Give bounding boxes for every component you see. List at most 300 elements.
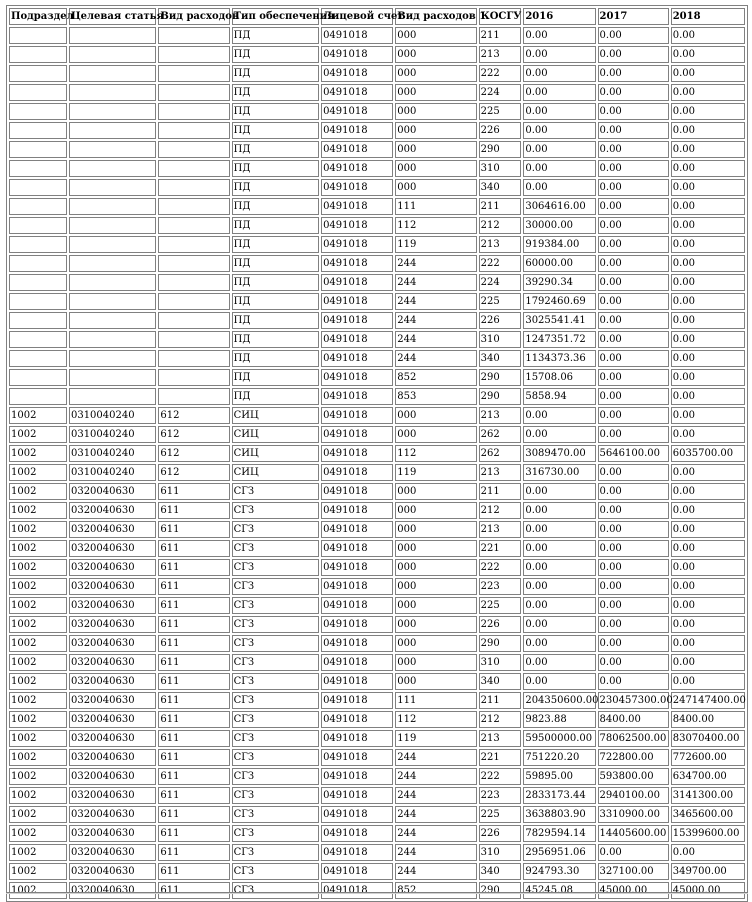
col-header-expense-type: Вид расходов [158, 8, 229, 25]
cell-provision-type: ПД [232, 84, 319, 101]
cell-target-item: 0320040630 [69, 844, 156, 861]
cell-subsection: 1002 [9, 578, 67, 595]
cell-account: 0491018 [321, 293, 393, 310]
cell-2017: 14405600.00 [598, 825, 669, 842]
cell-subsection [9, 217, 67, 234]
cell-2016: 1792460.69 [523, 293, 595, 310]
cell-2016: 39290.34 [523, 274, 595, 291]
cell-expense-type-1: 000 [395, 616, 476, 633]
cell-subsection: 1002 [9, 749, 67, 766]
cell-provision-type: СГЗ [232, 692, 319, 709]
cell-provision-type: ПД [232, 103, 319, 120]
cell-kosgu: 212 [479, 502, 522, 519]
cell-2017: 0.00 [598, 407, 669, 424]
cell-kosgu: 290 [479, 369, 522, 386]
cell-2018: 634700.00 [671, 768, 745, 785]
cell-target-item: 0320040630 [69, 825, 156, 842]
cell-account: 0491018 [321, 217, 393, 234]
cell-expense-type [158, 217, 229, 234]
table-row [9, 103, 745, 120]
table-row [9, 730, 745, 747]
cell-expense-type [158, 46, 229, 63]
cell-2018: 0.00 [671, 160, 745, 177]
cell-kosgu: 211 [479, 692, 522, 709]
cell-expense-type [158, 255, 229, 272]
cell-kosgu: 340 [479, 673, 522, 690]
cell-target-item [69, 198, 156, 215]
cell-target-item [69, 350, 156, 367]
cell-subsection: 1002 [9, 654, 67, 671]
cell-2018: 0.00 [671, 559, 745, 576]
cell-account: 0491018 [321, 806, 393, 823]
cell-2018: 0.00 [671, 141, 745, 158]
cell-kosgu: 213 [479, 521, 522, 538]
cell-2017: 0.00 [598, 274, 669, 291]
cell-expense-type [158, 350, 229, 367]
cell-2017: 0.00 [598, 502, 669, 519]
cell-account: 0491018 [321, 882, 393, 899]
cell-kosgu: 310 [479, 844, 522, 861]
table-row [9, 692, 745, 709]
cell-2017: 0.00 [598, 84, 669, 101]
cell-expense-type-1: 244 [395, 274, 476, 291]
cell-account: 0491018 [321, 426, 393, 443]
cell-2017: 0.00 [598, 559, 669, 576]
cell-2018: 0.00 [671, 331, 745, 348]
budget-table [6, 5, 748, 902]
cell-subsection: 1002 [9, 426, 67, 443]
cell-account: 0491018 [321, 692, 393, 709]
cell-2016: 0.00 [523, 559, 595, 576]
table-row [9, 597, 745, 614]
cell-account: 0491018 [321, 255, 393, 272]
cell-kosgu: 213 [479, 730, 522, 747]
cell-expense-type: 611 [158, 749, 229, 766]
cell-expense-type-1: 000 [395, 521, 476, 538]
cell-target-item: 0320040630 [69, 806, 156, 823]
cell-expense-type-1: 112 [395, 445, 476, 462]
cell-expense-type-1: 000 [395, 65, 476, 82]
cell-2016: 0.00 [523, 597, 595, 614]
cell-expense-type: 611 [158, 521, 229, 538]
cell-2017: 0.00 [598, 350, 669, 367]
table-row [9, 27, 745, 44]
cell-provision-type: СГЗ [232, 654, 319, 671]
cell-provision-type: ПД [232, 46, 319, 63]
cell-account: 0491018 [321, 597, 393, 614]
cell-2018: 0.00 [671, 578, 745, 595]
cell-kosgu: 222 [479, 65, 522, 82]
cell-2017: 0.00 [598, 179, 669, 196]
cell-subsection [9, 350, 67, 367]
table-row [9, 578, 745, 595]
cell-subsection: 1002 [9, 597, 67, 614]
cell-target-item [69, 179, 156, 196]
cell-target-item [69, 122, 156, 139]
table-row [9, 559, 745, 576]
cell-expense-type-1: 000 [395, 597, 476, 614]
cell-subsection [9, 65, 67, 82]
cell-kosgu: 226 [479, 122, 522, 139]
table-row [9, 749, 745, 766]
cell-expense-type: 611 [158, 483, 229, 500]
cell-expense-type-1: 119 [395, 236, 476, 253]
cell-kosgu: 212 [479, 711, 522, 728]
cell-target-item [69, 217, 156, 234]
cell-expense-type-1: 000 [395, 540, 476, 557]
cell-expense-type-1: 244 [395, 331, 476, 348]
table-row [9, 673, 745, 690]
cell-account: 0491018 [321, 388, 393, 405]
cell-subsection: 1002 [9, 806, 67, 823]
cell-expense-type: 611 [158, 711, 229, 728]
cell-2017: 45000.00 [598, 882, 669, 899]
cell-target-item: 0320040630 [69, 654, 156, 671]
cell-account: 0491018 [321, 502, 393, 519]
cell-provision-type: СИЦ [232, 445, 319, 462]
cell-2018: 3465600.00 [671, 806, 745, 823]
table-row [9, 350, 745, 367]
cell-2017: 2940100.00 [598, 787, 669, 804]
table-row [9, 502, 745, 519]
cell-target-item [69, 388, 156, 405]
cell-2016: 0.00 [523, 673, 595, 690]
cell-provision-type: ПД [232, 198, 319, 215]
cell-2017: 0.00 [598, 293, 669, 310]
cell-2016: 751220.20 [523, 749, 595, 766]
table-row [9, 255, 745, 272]
cell-subsection [9, 236, 67, 253]
cell-kosgu: 225 [479, 806, 522, 823]
cell-expense-type-1: 112 [395, 711, 476, 728]
cell-expense-type: 611 [158, 844, 229, 861]
cell-2018: 8400.00 [671, 711, 745, 728]
cell-kosgu: 211 [479, 27, 522, 44]
col-header-subsection: Подраздел [9, 8, 67, 25]
cell-2017: 0.00 [598, 255, 669, 272]
cell-2017: 0.00 [598, 483, 669, 500]
cell-subsection [9, 312, 67, 329]
cell-target-item: 0320040630 [69, 882, 156, 899]
cell-expense-type-1: 853 [395, 388, 476, 405]
cell-expense-type: 611 [158, 673, 229, 690]
cell-2017: 0.00 [598, 369, 669, 386]
cell-2018: 83070400.00 [671, 730, 745, 747]
table-row [9, 293, 745, 310]
cell-expense-type: 612 [158, 426, 229, 443]
cell-expense-type: 611 [158, 559, 229, 576]
cell-subsection: 1002 [9, 692, 67, 709]
table-row [9, 426, 745, 443]
cell-expense-type-1: 000 [395, 103, 476, 120]
table-row [9, 787, 745, 804]
cell-kosgu: 262 [479, 426, 522, 443]
cell-account: 0491018 [321, 483, 393, 500]
cell-2018: 0.00 [671, 350, 745, 367]
cell-2016: 60000.00 [523, 255, 595, 272]
table-row [9, 160, 745, 177]
cell-2017: 3310900.00 [598, 806, 669, 823]
cell-2016: 0.00 [523, 103, 595, 120]
table-row [9, 388, 745, 405]
cell-subsection [9, 141, 67, 158]
cell-2018: 0.00 [671, 274, 745, 291]
cell-account: 0491018 [321, 559, 393, 576]
cell-2018: 349700.00 [671, 863, 745, 880]
cell-kosgu: 225 [479, 293, 522, 310]
cell-provision-type: СГЗ [232, 540, 319, 557]
cell-kosgu: 310 [479, 654, 522, 671]
page-heading-clipped [6, 0, 110, 2]
cell-expense-type [158, 274, 229, 291]
table-row [9, 331, 745, 348]
cell-account: 0491018 [321, 635, 393, 652]
cell-expense-type-1: 000 [395, 407, 476, 424]
cell-account: 0491018 [321, 616, 393, 633]
cell-subsection: 1002 [9, 407, 67, 424]
cell-subsection [9, 103, 67, 120]
cell-2017: 0.00 [598, 616, 669, 633]
cell-account: 0491018 [321, 787, 393, 804]
cell-2017: 0.00 [598, 426, 669, 443]
cell-2017: 327100.00 [598, 863, 669, 880]
cell-expense-type [158, 369, 229, 386]
cell-2016: 0.00 [523, 122, 595, 139]
cell-account: 0491018 [321, 768, 393, 785]
cell-target-item [69, 274, 156, 291]
cell-account: 0491018 [321, 445, 393, 462]
cell-provision-type: СГЗ [232, 882, 319, 899]
cell-2016: 0.00 [523, 27, 595, 44]
cell-expense-type-1: 000 [395, 160, 476, 177]
cell-expense-type: 611 [158, 768, 229, 785]
cell-2016: 0.00 [523, 654, 595, 671]
cell-expense-type [158, 312, 229, 329]
cell-expense-type-1: 112 [395, 217, 476, 234]
cell-kosgu: 223 [479, 787, 522, 804]
cell-target-item: 0320040630 [69, 711, 156, 728]
cell-2017: 5646100.00 [598, 445, 669, 462]
cell-subsection: 1002 [9, 540, 67, 557]
cell-2016: 59500000.00 [523, 730, 595, 747]
cell-2016: 0.00 [523, 578, 595, 595]
cell-2017: 0.00 [598, 388, 669, 405]
cell-subsection [9, 84, 67, 101]
cell-kosgu: 212 [479, 217, 522, 234]
cell-2017: 0.00 [598, 122, 669, 139]
cell-2017: 0.00 [598, 540, 669, 557]
cell-provision-type: ПД [232, 122, 319, 139]
cell-kosgu: 221 [479, 749, 522, 766]
cell-subsection [9, 46, 67, 63]
cell-expense-type [158, 331, 229, 348]
cell-target-item: 0310040240 [69, 426, 156, 443]
cell-kosgu: 225 [479, 597, 522, 614]
cell-expense-type [158, 141, 229, 158]
col-header-2018: 2018 [671, 8, 745, 25]
cell-subsection [9, 198, 67, 215]
cell-kosgu: 213 [479, 46, 522, 63]
cell-account: 0491018 [321, 711, 393, 728]
cell-kosgu: 310 [479, 331, 522, 348]
cell-2017: 0.00 [598, 65, 669, 82]
table-row [9, 635, 745, 652]
table-row [9, 312, 745, 329]
cell-target-item: 0320040630 [69, 521, 156, 538]
cell-target-item: 0320040630 [69, 616, 156, 633]
cell-target-item: 0320040630 [69, 863, 156, 880]
cell-expense-type-1: 000 [395, 141, 476, 158]
cell-2016: 1247351.72 [523, 331, 595, 348]
cell-2017: 0.00 [598, 198, 669, 215]
header-row [9, 8, 745, 25]
cell-kosgu: 226 [479, 825, 522, 842]
cell-expense-type [158, 122, 229, 139]
cell-provision-type: ПД [232, 179, 319, 196]
cell-2017: 8400.00 [598, 711, 669, 728]
cell-provision-type: ПД [232, 388, 319, 405]
cell-provision-type: ПД [232, 312, 319, 329]
cell-target-item [69, 141, 156, 158]
cell-expense-type: 611 [158, 692, 229, 709]
cell-kosgu: 211 [479, 198, 522, 215]
table-row [9, 863, 745, 880]
cell-provision-type: ПД [232, 236, 319, 253]
cell-2017: 0.00 [598, 331, 669, 348]
table-row [9, 806, 745, 823]
cell-2018: 0.00 [671, 293, 745, 310]
cell-2016: 204350600.00 [523, 692, 595, 709]
cell-account: 0491018 [321, 122, 393, 139]
cell-2016: 2833173.44 [523, 787, 595, 804]
cell-expense-type [158, 27, 229, 44]
cell-expense-type-1: 000 [395, 578, 476, 595]
cell-provision-type: ПД [232, 160, 319, 177]
table-row [9, 464, 745, 481]
cell-kosgu: 290 [479, 882, 522, 899]
cell-2017: 0.00 [598, 160, 669, 177]
cell-subsection: 1002 [9, 730, 67, 747]
cell-provision-type: ПД [232, 255, 319, 272]
col-header-target-item: Целевая статья [69, 8, 156, 25]
cell-target-item [69, 312, 156, 329]
cell-2016: 1134373.36 [523, 350, 595, 367]
cell-2016: 7829594.14 [523, 825, 595, 842]
table-row [9, 483, 745, 500]
cell-account: 0491018 [321, 46, 393, 63]
cell-provision-type: СГЗ [232, 597, 319, 614]
cell-2017: 0.00 [598, 464, 669, 481]
cell-2016: 5858.94 [523, 388, 595, 405]
cell-account: 0491018 [321, 84, 393, 101]
cell-account: 0491018 [321, 331, 393, 348]
cell-expense-type-1: 852 [395, 369, 476, 386]
cell-kosgu: 340 [479, 179, 522, 196]
cell-provision-type: СИЦ [232, 426, 319, 443]
cell-subsection [9, 160, 67, 177]
cell-subsection: 1002 [9, 483, 67, 500]
cell-expense-type-1: 119 [395, 730, 476, 747]
cell-expense-type: 611 [158, 787, 229, 804]
table-row [9, 882, 745, 899]
cell-2017: 0.00 [598, 578, 669, 595]
cell-2016: 0.00 [523, 84, 595, 101]
table-row [9, 217, 745, 234]
cell-expense-type: 611 [158, 806, 229, 823]
cell-2016: 0.00 [523, 426, 595, 443]
cell-2018: 15399600.00 [671, 825, 745, 842]
cell-2016: 3025541.41 [523, 312, 595, 329]
cell-kosgu: 222 [479, 255, 522, 272]
cell-provision-type: СГЗ [232, 787, 319, 804]
cell-account: 0491018 [321, 236, 393, 253]
table-row [9, 407, 745, 424]
cell-kosgu: 222 [479, 559, 522, 576]
cell-expense-type-1: 244 [395, 293, 476, 310]
cell-expense-type-1: 111 [395, 692, 476, 709]
cell-provision-type: СГЗ [232, 559, 319, 576]
cell-2018: 0.00 [671, 426, 745, 443]
cell-2016: 3064616.00 [523, 198, 595, 215]
cell-kosgu: 213 [479, 407, 522, 424]
cell-subsection [9, 122, 67, 139]
cell-2017: 0.00 [598, 103, 669, 120]
cell-expense-type: 611 [158, 730, 229, 747]
cell-expense-type: 611 [158, 616, 229, 633]
cell-2016: 0.00 [523, 179, 595, 196]
cell-expense-type-1: 111 [395, 198, 476, 215]
cell-kosgu: 213 [479, 464, 522, 481]
cell-account: 0491018 [321, 863, 393, 880]
cell-target-item: 0310040240 [69, 407, 156, 424]
cell-2017: 0.00 [598, 654, 669, 671]
cell-subsection [9, 255, 67, 272]
cell-kosgu: 223 [479, 578, 522, 595]
cell-kosgu: 340 [479, 350, 522, 367]
cell-target-item: 0320040630 [69, 540, 156, 557]
cell-account: 0491018 [321, 749, 393, 766]
cell-subsection [9, 274, 67, 291]
cell-2016: 59895.00 [523, 768, 595, 785]
cell-account: 0491018 [321, 521, 393, 538]
cell-kosgu: 310 [479, 160, 522, 177]
cell-subsection [9, 179, 67, 196]
table-row [9, 84, 745, 101]
cell-subsection: 1002 [9, 787, 67, 804]
cell-target-item: 0320040630 [69, 483, 156, 500]
cell-expense-type-1: 244 [395, 312, 476, 329]
cell-2018: 0.00 [671, 236, 745, 253]
cell-expense-type-1: 000 [395, 426, 476, 443]
cell-expense-type: 611 [158, 597, 229, 614]
cell-expense-type: 612 [158, 464, 229, 481]
cell-2016: 0.00 [523, 65, 595, 82]
cell-2016: 9823.88 [523, 711, 595, 728]
cell-subsection: 1002 [9, 559, 67, 576]
cell-provision-type: СГЗ [232, 578, 319, 595]
cell-provision-type: СГЗ [232, 768, 319, 785]
cell-kosgu: 213 [479, 236, 522, 253]
cell-2017: 0.00 [598, 217, 669, 234]
cell-2018: 0.00 [671, 217, 745, 234]
cell-provision-type: СИЦ [232, 464, 319, 481]
cell-subsection [9, 27, 67, 44]
cell-2016: 0.00 [523, 160, 595, 177]
cell-subsection [9, 331, 67, 348]
cell-expense-type-1: 000 [395, 502, 476, 519]
cell-provision-type: СГЗ [232, 635, 319, 652]
cell-provision-type: СГЗ [232, 825, 319, 842]
